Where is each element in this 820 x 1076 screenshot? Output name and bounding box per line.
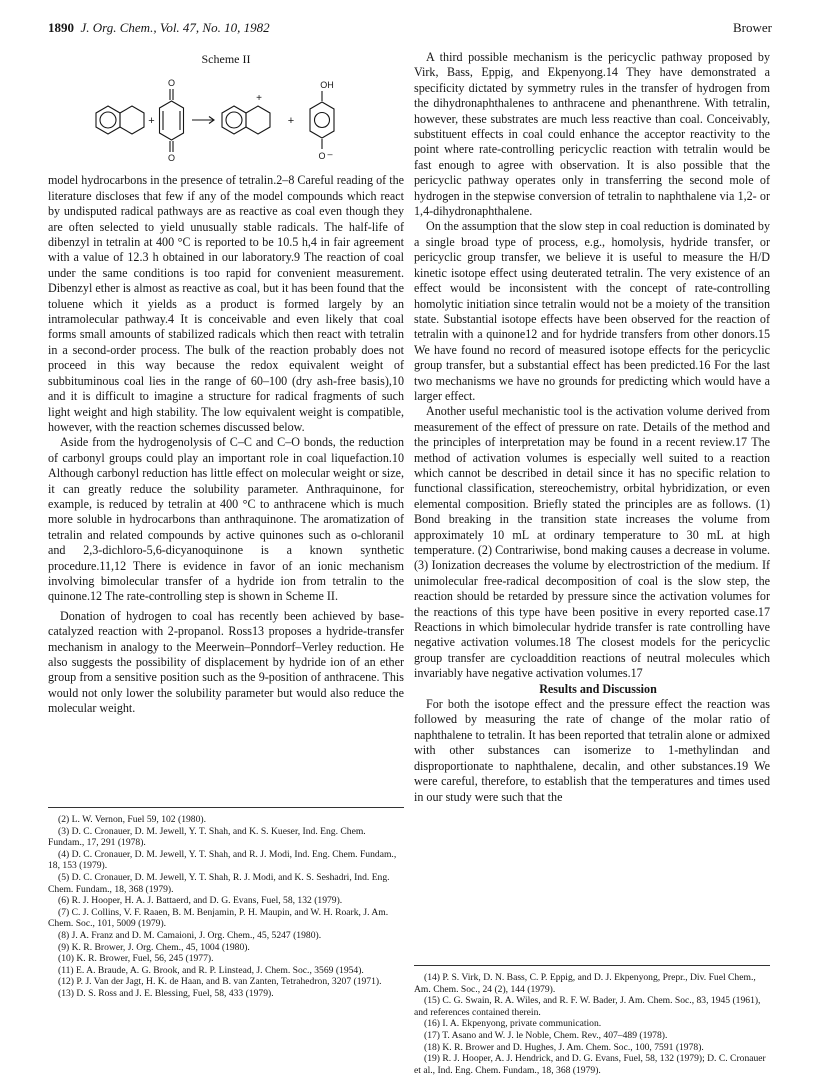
right-column	[414, 50, 770, 805]
footnote: (3) D. C. Cronauer, D. M. Jewell, Y. T. Shah, and K. S. Kueser, Ind. Eng. Chem. Fundam., 17, 291 (1978).	[48, 825, 366, 849]
footnote: (6) R. J. Hooper, H. A. J. Battaerd, and D. G. Evans, Fuel, 58, 132 (1979).	[58, 895, 343, 907]
footnote: (4) D. C. Cronauer, D. M. Jewell, Y. T. Shah, and R. J. Modi, Ind. Eng. Chem. Fundam., 18, 153 (1979).	[48, 848, 397, 872]
scheme-plus-1: +	[148, 115, 155, 128]
footnote: (7) C. J. Collins, V. F. Raaen, B. M. Benjamin, P. H. Maupin, and W. H. Roark, J. Am. Chem. Soc., 101, 5009 (1979).	[48, 906, 389, 930]
footnote: (10) K. R. Brower, Fuel, 56, 245 (1977).	[58, 953, 214, 965]
scheme-cation-charge: +	[256, 93, 262, 105]
scheme-o-minus: O	[318, 151, 326, 162]
left-paragraph-3: Donation of hydrogen to coal has recently been achieved by base-catalyzed reaction with 2-propanol. Ross13 proposes a hydride-transfer mechanism in analogy to the Meerwein–Ponndorf–Verley reduction. He also suggests the possibility of displacement by hydride ion of an ether group from a sensitive position such as the 9-position of anthracene. This would not only lower the solubility parameter but would also reduce the molecular weight.	[48, 608, 404, 716]
scheme-plus-2: +	[287, 115, 295, 128]
footnote: (13) D. S. Ross and J. E. Blessing, Fuel, 58, 433 (1979).	[58, 987, 274, 999]
footnote: (19) R. J. Hooper, A. J. Hendrick, and D. G. Evans, Fuel, 58, 132 (1979); D. C. Cronauer et al., Ind. Eng. Chem. Fundam., 18, 368 (1979).	[414, 1053, 766, 1076]
footnote: (15) C. G. Swain, R. A. Wiles, and R. F. W. Bader, J. Am. Chem. Soc., 83, 1945 (1961), and references contained therein.	[414, 995, 761, 1018]
footnotes-left	[48, 807, 404, 1000]
left-column	[48, 52, 404, 717]
footnote: (12) P. J. Van der Jagt, H. K. de Haan, and B. van Zanten, Tetrahedron, 3207 (1971).	[58, 976, 382, 988]
footnote: (11) E. A. Braude, A. G. Brook, and R. P. Linstead, J. Chem. Soc., 3569 (1954).	[58, 964, 364, 976]
footnote: (8) J. A. Franz and D. M. Camaioni, J. Org. Chem., 45, 5247 (1980).	[58, 929, 322, 941]
phenoxide-ring	[310, 102, 334, 138]
right-paragraph-4: For both the isotope effect and the pressure effect the reaction was followed by measuring the rate of change of the molar ratio of naphthalene to tetralin. It has been reported that tetralin alone or admixed with other substances can isomerize to 1-methylindan and disproportionate to naphthalene, decalin, and other substances.19 We were careful, therefore, to establish that the temperatures and times used in our study were such that the	[414, 697, 770, 804]
section-title: Results and Discussion	[539, 681, 657, 696]
footnote: (18) K. R. Brower and D. Hughes, J. Am. Chem. Soc., 100, 7591 (1978).	[424, 1041, 704, 1053]
scheme-title: Scheme II	[201, 52, 251, 66]
page-number: 1890	[48, 20, 74, 35]
footnote: (9) K. R. Brower, J. Org. Chem., 45, 1004 (1980).	[58, 941, 250, 953]
footnotes-right	[414, 965, 770, 1076]
footnote: (16) I. A. Ekpenyong, private communication.	[424, 1018, 602, 1030]
right-paragraph-2: On the assumption that the slow step in coal reduction is dominated by a single broad type of process, e.g., homolysis, hydride transfer, or pericyclic group transfer, we believe it is useful to measure the H/D kinetic isotope effect using deuterated tetralin. The very existence of an effect would be inconsistent with the concept of rate-controlling homolytic initiation since tetralin would not be a moiety of the transition state. Substantial isotope effects have been observed for the reaction of tetralin with a quinone12 and for hydride transfers from other donors.15 We have found no record of measured isotope effects for the pericyclic group transfer, but a substantial effect has been predicted.16 For the last two mechanisms we have no grounds for predicting which would have a larger effect.	[414, 219, 770, 403]
tetralin-aromatic-circle	[100, 112, 116, 128]
tetralin-saturated-ring	[120, 106, 144, 134]
scheme-ii-diagram	[86, 73, 366, 165]
footnote: (5) D. C. Cronauer, D. M. Jewell, Y. T. Shah, R. J. Modi, and K. S. Seshadri, Ind. Eng. Chem. Fundam., 18, 368 (1979).	[48, 871, 390, 895]
journal-citation: J. Org. Chem., Vol. 47, No. 10, 1982	[80, 20, 270, 35]
scheme-o-top: O	[167, 78, 176, 89]
left-paragraph-2: Aside from the hydrogenolysis of C–C and C–O bonds, the reduction of carbonyl groups could play an important role in coal liquefaction.10 Although carbonyl reduction has little effect on molecular weight or size, it can greatly reduce the solubility parameter. Anthraquinone, for example, is reduced by tetralin at 400 °C to anthracene which is much more soluble in hydrocarbons than anthraquinone. The aromatization of tetralin and related compounds by active quinones such as o-chloranil and 2,3-dichloro-5,6-dicyanoquinone is a known synthetic procedure.11,12 There is evidence in favor of an ionic mechanism involving bimolecular transfer of a hydride ion from tetralin to the quinone.12 The rate-controlling step is shown in Scheme II.	[48, 435, 404, 604]
running-head	[48, 20, 270, 36]
footnote: (17) T. Asano and W. J. le Noble, Chem. Rev., 407–489 (1978).	[424, 1029, 668, 1041]
right-paragraph-1: A third possible mechanism is the pericyclic pathway proposed by Virk, Bass, Eppig, and Ekpenyong.14 They have demonstrated a specificity dictated by symmetry rules in the transfer of hydrogen from the dihydronaphthalenes to anthracene and phenanthrene. With tetralin, however, these substrates are much less reactive than coal. Conceivably, substituent effects in coal could enhance the acceptor reactivity to the point where rate-controlling pericyclic reaction with tetralin would be fast enough to agree with observation. It is also possible that the pericyclic pathway operates only in transferring the second mole of hydrogen in the stepwise conversion of tetralin to naphthalene via 1,2- or 1,4-dihydronaphthalene.	[414, 50, 770, 219]
footnote: (14) P. S. Virk, D. N. Bass, C. P. Eppig, and D. J. Ekpenyong, Prepr., Div. Fuel Chem., Am. Chem. Soc., 24 (2), 144 (1979).	[414, 972, 756, 995]
right-paragraph-3: Another useful mechanistic tool is the activation volume derived from measurement of the effect of pressure on rate. Details of the method and the principles of interpretation may be found in a recent review.17 The method of activation volumes is especially well suited to a reaction which cannot be described in detail since it has no specific relation to functional classification, stereochemistry, orbital hybridization, or even elemental composition. Briefly stated the principles are as follows. (1) Bond breaking in the transition state increases the volume from approximately 10 mL at ordinary temperature to 30 mL at high temperature. (2) Contrariwise, bond making causes a decrease in volume. (3) Ionization decreases the volume by electrostriction of the medium. If unimolecular free-radical decomposition of coal is the slow step, the reaction should be retarded by pressure since the activation volumes for the reactions of this type have been positive in every reported case.17 Reactions in which bimolecular hydride transfer is rate controlling have negative activation volumes.18 The closest models for the pericyclic group transfer are cycloaddition reactions of neutral molecules which invariably have negative activation volumes.17	[414, 404, 770, 681]
footnote: (2) L. W. Vernon, Fuel 59, 102 (1980).	[58, 814, 206, 825]
page-header	[48, 20, 772, 38]
left-paragraph-1: model hydrocarbons in the presence of tetralin.2–8 Careful reading of the literature discloses that few if any of the model compounds which react by undisputed radical pathways are as reactive as coal even though they are often selected to yield unusually stable radicals. The half-life of dibenzyl in tetralin at 400 °C is reported to be 10.5 h,4 in fair agreement with a value of 12.3 h obtained in our laboratory.9 The reaction of coal under the same conditions is too rapid for convenient measurement. Dibenzyl ether is almost as reactive as coal, but it has been found that the toluene which it yields as a product is formed largely by an intramolecular pathway.4 It is conceivable and even likely that coal forms small amounts of stabilized radicals which then react with tetralin in a second-order process. The bulk of the reaction probably does not proceed in this way because the redox equivalent weight of subbituminous coal lies in the range of 60–100 (dry ash-free basis),10 and it is difficult to imagine a structure for radical fragments of such light weight and high stability. The low equivalent weight is compatible, however, with the reaction schemes discussed below.	[48, 173, 404, 434]
scheme-oh-label: OH	[320, 80, 334, 91]
scheme-minus-charge: –	[327, 149, 333, 160]
author-name: Brower	[733, 20, 772, 35]
scheme-o-bottom: O	[167, 153, 176, 164]
cation-saturated-ring	[246, 106, 270, 134]
